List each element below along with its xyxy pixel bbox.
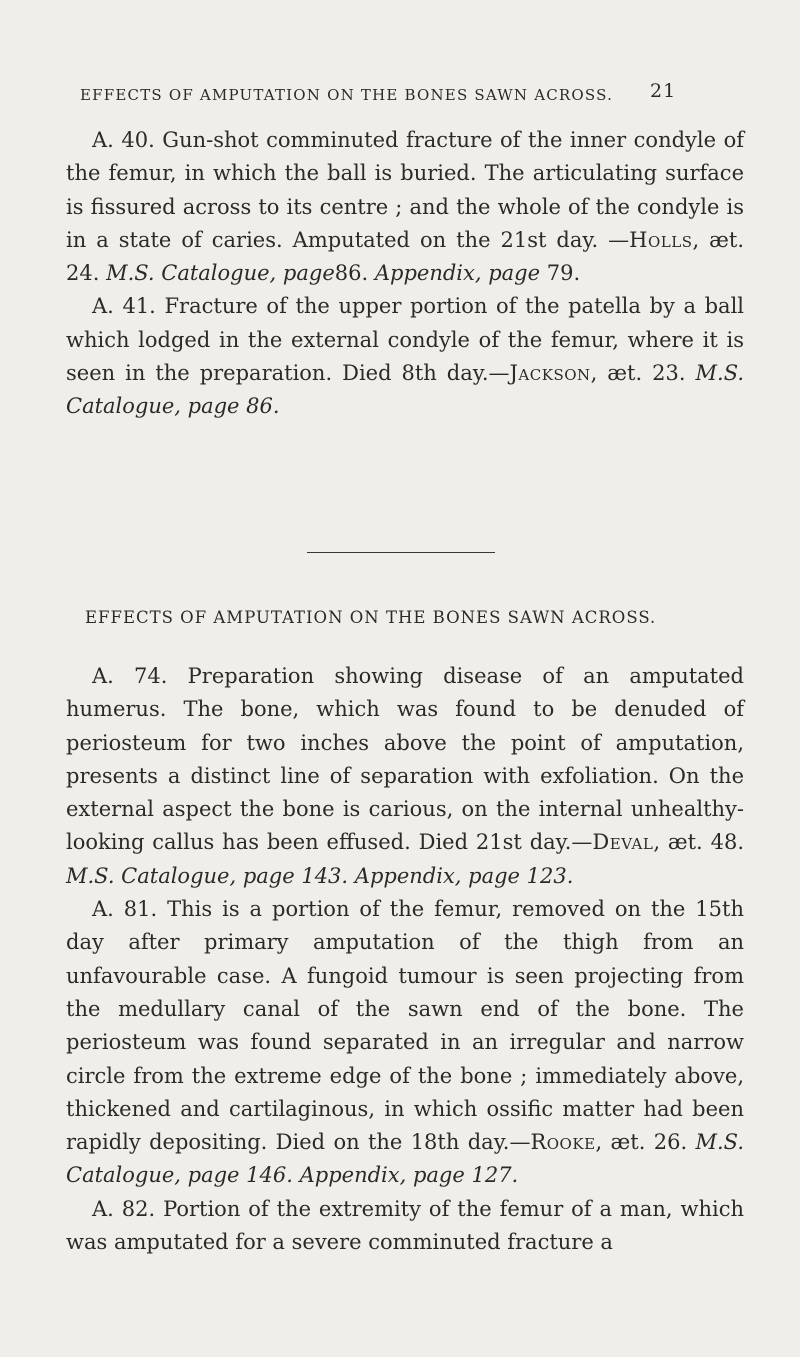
catalogue-page: 86. [334, 261, 369, 286]
catalogue-reference: M.S. Catalogue, page [106, 261, 335, 286]
bottom-text-block [66, 660, 744, 1259]
catalogue-reference: M.S. Catalogue, page 86. [66, 361, 745, 419]
paragraph-a41-text: A. 41. Fracture of the upper portion of the patella by a ball which lodged in the external condyle of the femur, where it is seen in the preparation. Died 8th day.— [66, 294, 744, 386]
patient-age: , æt. 26. [595, 1130, 688, 1155]
paragraph-a81 [66, 893, 744, 1193]
patient-age: , æt. 23. [590, 361, 686, 386]
appendix-page: 79. [546, 261, 581, 286]
running-head: EFFECTS OF AMPUTATION ON THE BONES SAWN ACROSS. [80, 86, 614, 104]
paragraph-a41 [66, 290, 744, 423]
top-text-block [66, 124, 744, 424]
catalogue-reference: M.S. Catalogue, page 143. [66, 863, 349, 888]
surgeon-name: Holls [629, 227, 693, 252]
appendix-reference: Appendix, page 127. [299, 1163, 519, 1188]
paragraph-a40 [66, 124, 744, 290]
surgeon-name: Rooke [530, 1130, 596, 1155]
paragraph-a74 [66, 660, 744, 893]
paragraph-a81-text: A. 81. This is a portion of the femur, removed on the 15th day after primary amputation of the thigh from an unfavourable case. A fungoid tumour is seen projecting from the medullary canal of the sawn end of the bone. The periosteum was found separated in an irregular and narrow circle from the extreme edge of the bone ; immediately above, thickened and cartilaginous, in which ossific matter had been rapidly depositing. Died on the 18th day.— [66, 897, 744, 1155]
paragraph-a82-text: A. 82. Portion of the extremity of the femur of a man, which was amputated for a severe comminuted fracture a [66, 1196, 744, 1255]
surgeon-name: Jackson [509, 361, 591, 386]
appendix-reference: Appendix, page [374, 261, 541, 286]
section-heading: EFFECTS OF AMPUTATION ON THE BONES SAWN ACROSS. [85, 608, 657, 627]
paragraph-a82 [66, 1193, 744, 1260]
appendix-reference: Appendix, page 123. [354, 863, 574, 888]
paragraph-a40-text: A. 40. Gun-shot comminuted fracture of the inner condyle of the femur, in which the ball is buried. The articulating surface is fissured across to its centre ; and the whole of the condyle is in a state of caries. Amputated on the 21st day. — [66, 128, 744, 252]
page-number: 21 [650, 80, 677, 102]
patient-age: , æt. 48. [653, 830, 744, 855]
surgeon-name: Deval [592, 830, 654, 855]
patient-age: , æt. 24. [66, 227, 744, 286]
catalogue-reference: M.S. Catalogue, page 146. [66, 1130, 744, 1188]
paragraph-a74-text: A. 74. Preparation showing disease of an amputated humerus. The bone, which was found to be denuded of periosteum for two inches above the point of amputation, presents a distinct line of separation with exfoliation. On the external aspect the bone is carious, on the internal unhealthy-looking callus has been effused. Died 21st day.— [66, 664, 744, 855]
section-divider [307, 552, 495, 553]
